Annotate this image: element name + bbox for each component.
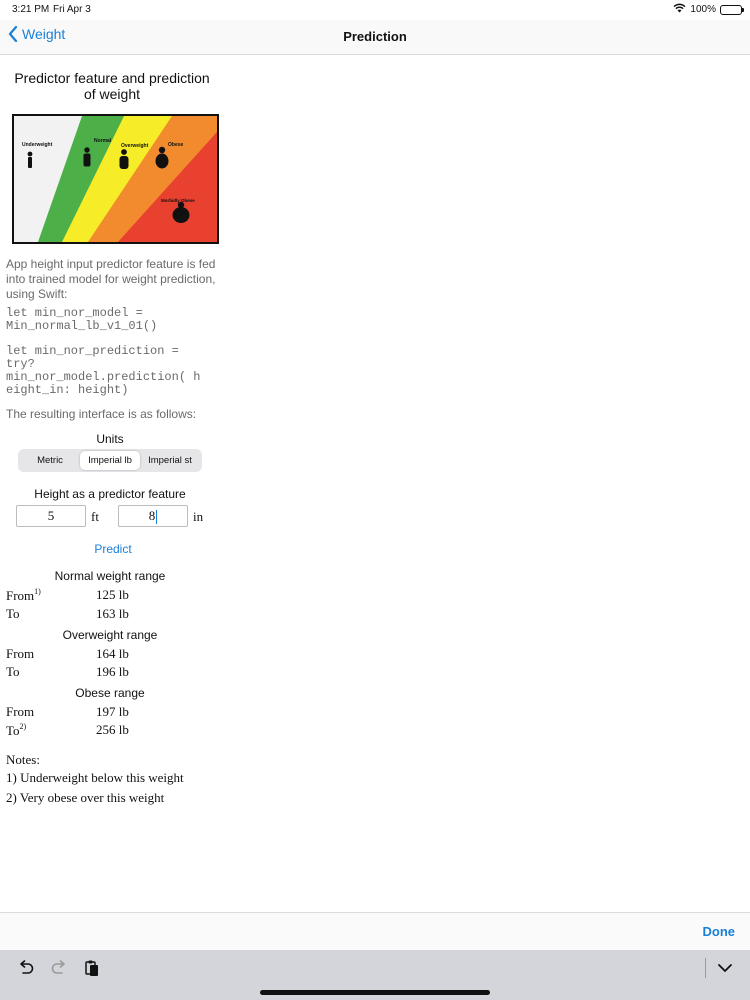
obese-to-label: To$^{2)}$: [6, 722, 27, 738]
section-heading: [0, 70, 224, 102]
page-title: Prediction: [343, 29, 407, 44]
battery-icon: [720, 5, 742, 15]
note-2: 2) Very obese over this weight: [6, 790, 165, 805]
status-indicators: [673, 3, 742, 16]
inches-unit-label: in: [193, 509, 204, 524]
underweight-figure-icon: [28, 152, 33, 168]
units-segmented-control[interactable]: [18, 449, 202, 472]
overweight-range-title: Overweight range: [62, 628, 158, 642]
redo-icon[interactable]: [50, 959, 68, 982]
units-option-metric[interactable]: Metric: [37, 455, 63, 466]
footnote-marker: 2): [19, 722, 27, 731]
code-snippet-prediction: let min_nor_prediction = try? min_nor_model.prediction( h eight_in: height): [6, 344, 201, 397]
height-inches-value: 8: [148, 508, 156, 523]
result-intro-text: The resulting interface is as follows:: [6, 407, 197, 421]
units-option-imperial-st[interactable]: Imperial st: [148, 455, 192, 466]
status-time: 3:21 PM: [12, 4, 50, 15]
units-label: Units: [96, 432, 124, 446]
status-date: Fri Apr 3: [53, 4, 91, 15]
overweight-from-value: 164 lb: [96, 646, 129, 661]
bottom-toolbar: [0, 912, 750, 950]
bmi-category-illustration: [12, 114, 219, 244]
description-text: App height input predictor feature is fed into trained model for weight prediction, using Swift:: [6, 257, 216, 301]
text-cursor: [156, 510, 157, 524]
heading-line-2: of weight: [83, 86, 141, 102]
height-feet-value: 5: [47, 508, 55, 523]
home-indicator: [260, 990, 490, 995]
normal-label: Normal: [94, 138, 112, 144]
overweight-to-label: To: [6, 664, 20, 679]
normal-from-value: 125 lb: [96, 587, 129, 602]
predict-button[interactable]: Predict: [94, 542, 132, 556]
height-feet-input[interactable]: [16, 505, 86, 527]
heading-line-1: Predictor feature and prediction: [14, 70, 210, 86]
overweight-label: Overweight: [121, 143, 149, 149]
overweight-from-label: From: [6, 646, 35, 661]
units-option-imperial-lb[interactable]: Imperial lb: [80, 451, 140, 470]
height-label: Height as a predictor feature: [34, 487, 186, 501]
chevron-down-icon[interactable]: [716, 959, 734, 982]
normal-range-title: Normal weight range: [54, 569, 166, 583]
back-button-label: Weight: [22, 26, 66, 42]
normal-to-label: To: [6, 606, 20, 621]
obese-from-label: From: [6, 704, 35, 719]
overweight-to-value: 196 lb: [96, 664, 129, 679]
normal-to-value: 163 lb: [96, 606, 129, 621]
normal-figure-icon: [84, 147, 91, 166]
notes-title: Notes:: [6, 752, 40, 767]
note-1: 1) Underweight below this weight: [6, 770, 184, 785]
status-bar: [0, 0, 750, 20]
obese-from-value: 197 lb: [96, 704, 129, 719]
normal-from-label: From$^{1)}$: [6, 587, 41, 603]
toolbar-divider: [705, 958, 706, 978]
obese-label: Obese: [168, 142, 184, 148]
done-button[interactable]: Done: [702, 924, 735, 939]
wifi-icon: [673, 3, 686, 16]
footnote-marker: 1): [34, 587, 41, 596]
keyboard-shortcut-bar: [0, 950, 750, 1000]
morbidly-obese-label: Morbidly Obese: [161, 198, 195, 203]
obese-to-value: 256 lb: [96, 722, 129, 737]
code-snippet-model: let min_nor_model = Min_normal_lb_v1_01(): [6, 306, 158, 333]
height-inches-input[interactable]: [118, 505, 188, 527]
feet-unit-label: ft: [91, 509, 99, 524]
obese-range-title: Obese range: [75, 686, 145, 700]
battery-percent: 100%: [690, 4, 716, 15]
undo-icon[interactable]: [17, 959, 35, 982]
paste-icon[interactable]: [83, 959, 101, 982]
navigation-bar: [0, 20, 750, 55]
underweight-label: Underweight: [22, 142, 53, 148]
